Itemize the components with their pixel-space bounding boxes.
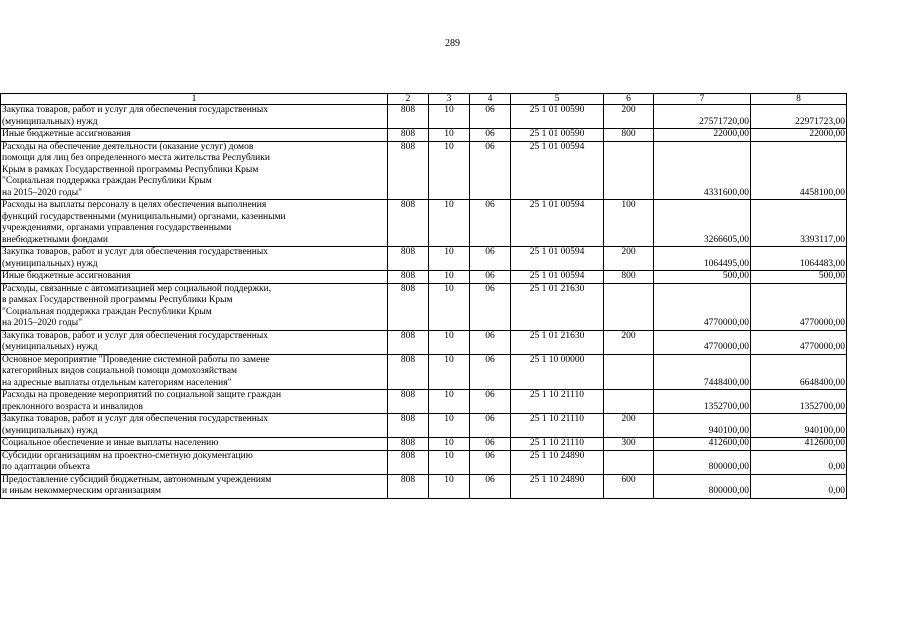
description-line: Расходы на проведение мероприятий по социальной защите граждан <box>2 390 282 400</box>
amount-year-1: 4331600,00 <box>654 141 751 200</box>
row-description <box>1 354 388 390</box>
section-code: 10 <box>429 271 470 284</box>
expense-type-code <box>604 354 654 390</box>
table-row <box>1 105 847 129</box>
ministry-code: 808 <box>388 474 429 498</box>
header-cell: 6 <box>604 94 654 105</box>
amount-year-2: 22971723,00 <box>751 105 847 129</box>
amount-year-1: 27571720,00 <box>654 105 751 129</box>
expense-type-code: 200 <box>604 247 654 271</box>
description-line: Социальное обеспечение и иные выплаты населению <box>2 438 219 448</box>
ministry-code: 808 <box>388 450 429 474</box>
description-line: Субсидии организациям на проектно-сметную документацию <box>2 450 253 461</box>
row-description <box>1 283 388 330</box>
header-cell: 3 <box>429 94 470 105</box>
table-row <box>1 141 847 200</box>
amount-year-1: 3266605,00 <box>654 200 751 247</box>
amount-year-1: 7448400,00 <box>654 354 751 390</box>
amount-year-1: 500,00 <box>654 271 751 284</box>
amount-year-1: 940100,00 <box>654 414 751 438</box>
section-code: 10 <box>429 438 470 451</box>
subsection-code: 06 <box>470 330 511 354</box>
expense-type-code: 200 <box>604 414 654 438</box>
description-line: (муниципальных) нужд <box>2 342 98 352</box>
row-description <box>1 247 388 271</box>
ministry-code: 808 <box>388 200 429 247</box>
header-cell: 8 <box>751 94 847 105</box>
section-code: 10 <box>429 330 470 354</box>
expense-type-code: 100 <box>604 200 654 247</box>
header-cell: 2 <box>388 94 429 105</box>
target-article-code: 25 1 10 00000 <box>511 354 604 390</box>
description-line: Закупка товаров, работ и услуг для обеспечения государственных <box>2 414 269 424</box>
row-description <box>1 414 388 438</box>
section-code: 10 <box>429 414 470 438</box>
header-row <box>1 94 847 105</box>
target-article-code: 25 1 01 21630 <box>511 330 604 354</box>
section-code: 10 <box>429 141 470 200</box>
ministry-code: 808 <box>388 105 429 129</box>
amount-year-2: 4770000,00 <box>751 283 847 330</box>
expense-type-code: 300 <box>604 438 654 451</box>
subsection-code: 06 <box>470 354 511 390</box>
target-article-code: 25 1 01 21630 <box>511 283 604 330</box>
section-code: 10 <box>429 354 470 390</box>
subsection-code: 06 <box>470 474 511 498</box>
ministry-code: 808 <box>388 271 429 284</box>
section-code: 10 <box>429 474 470 498</box>
description-line: учреждениями, органами управления государственными <box>2 223 232 233</box>
description-line: Иные бюджетные ассигнования <box>2 129 131 139</box>
section-code: 10 <box>429 450 470 474</box>
amount-year-2: 4458100,00 <box>751 141 847 200</box>
table-row <box>1 450 847 474</box>
target-article-code: 25 1 10 24890 <box>511 474 604 498</box>
description-line: Расходы на выплаты персоналу в целях обеспечения выполнения <box>2 200 267 210</box>
description-line: преклонного возраста и инвалидов <box>2 401 144 412</box>
table-row <box>1 414 847 438</box>
description-line: помощи для лиц без определенного места жительства Республики <box>2 153 270 163</box>
amount-year-2: 1352700,00 <box>751 390 847 414</box>
target-article-code: 25 1 01 00590 <box>511 105 604 129</box>
row-description <box>1 271 388 284</box>
subsection-code: 06 <box>470 200 511 247</box>
amount-year-2: 500,00 <box>751 271 847 284</box>
row-description <box>1 438 388 451</box>
subsection-code: 06 <box>470 247 511 271</box>
description-line: Закупка товаров, работ и услуг для обеспечения государственных <box>2 330 269 341</box>
target-article-code: 25 1 10 21110 <box>511 414 604 438</box>
header-cell: 1 <box>1 94 388 105</box>
section-code: 10 <box>429 105 470 129</box>
amount-year-2: 22000,00 <box>751 129 847 142</box>
row-description <box>1 105 388 129</box>
description-line: по адаптации объекта <box>2 462 90 472</box>
section-code: 10 <box>429 283 470 330</box>
description-line: категорийных видов социальной помощи домохозяйствам <box>2 366 237 376</box>
row-description <box>1 474 388 498</box>
amount-year-2: 940100,00 <box>751 414 847 438</box>
description-line: Предоставление субсидий бюджетным, автономным учреждениям <box>2 474 272 485</box>
target-article-code: 25 1 01 00594 <box>511 247 604 271</box>
amount-year-1: 22000,00 <box>654 129 751 142</box>
description-line: (муниципальных) нужд <box>2 425 98 436</box>
amount-year-2: 4770000,00 <box>751 330 847 354</box>
expense-type-code <box>604 390 654 414</box>
description-line: функций государственными (муниципальными) органами, казенными <box>2 211 286 222</box>
target-article-code: 25 1 01 00594 <box>511 141 604 200</box>
target-article-code: 25 1 01 00590 <box>511 129 604 142</box>
subsection-code: 06 <box>470 283 511 330</box>
subsection-code: 06 <box>470 414 511 438</box>
description-line: в рамках Государственной программы Республики Крым <box>2 295 233 305</box>
table-row <box>1 354 847 390</box>
amount-year-1: 800000,00 <box>654 474 751 498</box>
expense-type-code: 800 <box>604 271 654 284</box>
table-row <box>1 474 847 498</box>
ministry-code: 808 <box>388 283 429 330</box>
header-cell: 7 <box>654 94 751 105</box>
subsection-code: 06 <box>470 129 511 142</box>
table-row <box>1 247 847 271</box>
target-article-code: 25 1 10 21110 <box>511 438 604 451</box>
table-row <box>1 129 847 142</box>
amount-year-1: 800000,00 <box>654 450 751 474</box>
row-description <box>1 200 388 247</box>
ministry-code: 808 <box>388 247 429 271</box>
section-code: 10 <box>429 390 470 414</box>
description-line: "Социальная поддержка граждан Республики Крым <box>2 306 212 317</box>
description-line: (муниципальных) нужд <box>2 116 98 127</box>
subsection-code: 06 <box>470 450 511 474</box>
amount-year-2: 0,00 <box>751 474 847 498</box>
amount-year-1: 1352700,00 <box>654 390 751 414</box>
table-row <box>1 330 847 354</box>
table-row <box>1 200 847 247</box>
section-code: 10 <box>429 247 470 271</box>
expense-type-code: 600 <box>604 474 654 498</box>
description-line: Расходы на обеспечение деятельности (оказание услуг) домов <box>2 141 254 152</box>
table-row <box>1 271 847 284</box>
ministry-code: 808 <box>388 438 429 451</box>
target-article-code: 25 1 01 00594 <box>511 200 604 247</box>
row-description <box>1 141 388 200</box>
budget-table <box>0 93 847 499</box>
expense-type-code: 200 <box>604 105 654 129</box>
row-description <box>1 450 388 474</box>
row-description <box>1 330 388 354</box>
ministry-code: 808 <box>388 414 429 438</box>
subsection-code: 06 <box>470 390 511 414</box>
description-line: на адресные выплаты отдельным категориям населения" <box>2 377 232 388</box>
target-article-code: 25 1 10 24890 <box>511 450 604 474</box>
amount-year-2: 412600,00 <box>751 438 847 451</box>
ministry-code: 808 <box>388 390 429 414</box>
description-line: "Социальная поддержка граждан Республики Крым <box>2 176 212 186</box>
row-description <box>1 129 388 142</box>
description-line: (муниципальных) нужд <box>2 258 98 269</box>
description-line: и иным некоммерческим организациям <box>2 486 161 496</box>
amount-year-1: 4770000,00 <box>654 330 751 354</box>
ministry-code: 808 <box>388 330 429 354</box>
row-description <box>1 390 388 414</box>
amount-year-1: 1064495,00 <box>654 247 751 271</box>
ministry-code: 808 <box>388 129 429 142</box>
header-cell: 4 <box>470 94 511 105</box>
ministry-code: 808 <box>388 354 429 390</box>
expense-type-code <box>604 283 654 330</box>
table-row <box>1 283 847 330</box>
table-row <box>1 390 847 414</box>
expense-type-code <box>604 141 654 200</box>
description-line: на 2015–2020 годы" <box>2 187 83 198</box>
expense-type-code: 800 <box>604 129 654 142</box>
subsection-code: 06 <box>470 271 511 284</box>
description-line: Крым в рамках Государственной программы Республики Крым <box>2 164 259 175</box>
description-line: Иные бюджетные ассигнования <box>2 271 131 281</box>
amount-year-1: 412600,00 <box>654 438 751 451</box>
header-cell: 5 <box>511 94 604 105</box>
target-article-code: 25 1 10 21110 <box>511 390 604 414</box>
section-code: 10 <box>429 129 470 142</box>
section-code: 10 <box>429 200 470 247</box>
description-line: Закупка товаров, работ и услуг для обеспечения государственных <box>2 105 269 115</box>
amount-year-2: 1064483,00 <box>751 247 847 271</box>
expense-type-code <box>604 450 654 474</box>
table-row <box>1 438 847 451</box>
amount-year-2: 3393117,00 <box>751 200 847 247</box>
subsection-code: 06 <box>470 141 511 200</box>
amount-year-1: 4770000,00 <box>654 283 751 330</box>
amount-year-2: 0,00 <box>751 450 847 474</box>
expense-type-code: 200 <box>604 330 654 354</box>
description-line: Закупка товаров, работ и услуг для обеспечения государственных <box>2 247 269 257</box>
description-line: внебюджетными фондами <box>2 234 108 245</box>
page-number: 289 <box>445 38 460 49</box>
description-line: на 2015–2020 годы" <box>2 318 83 328</box>
description-line: Основное мероприятие "Проведение системной работы по замене <box>2 354 270 365</box>
subsection-code: 06 <box>470 438 511 451</box>
amount-year-2: 6648400,00 <box>751 354 847 390</box>
target-article-code: 25 1 01 00594 <box>511 271 604 284</box>
subsection-code: 06 <box>470 105 511 129</box>
ministry-code: 808 <box>388 141 429 200</box>
description-line: Расходы, связанные с автоматизацией мер социальной поддержки, <box>2 283 272 294</box>
